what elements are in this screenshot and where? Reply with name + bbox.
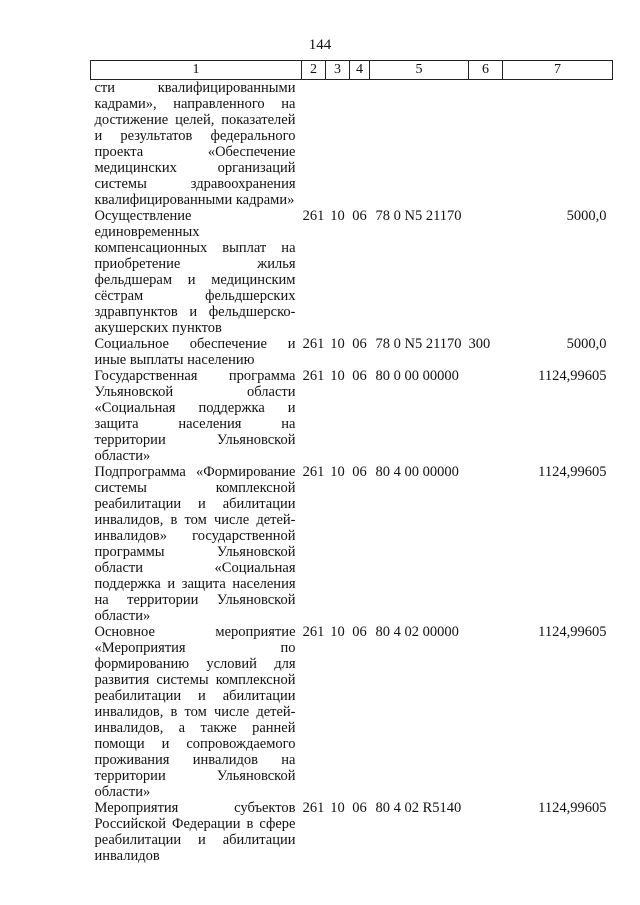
row-col-4 (350, 80, 370, 209)
row-col-7: 1124,99605 (538, 368, 607, 384)
row-name: Мероприятия субъектов Российской Федерации в сфере реабилитации и абилитации инвалидов (94, 800, 296, 864)
budget-table (90, 60, 613, 866)
row-col-6 (469, 368, 503, 464)
row-col-5: 78 0 N5 21170 (375, 336, 462, 352)
row-col-2: 261 (302, 208, 325, 224)
row-col-7: 5000,0 (566, 336, 607, 352)
table-row (91, 464, 613, 624)
row-col-6 (469, 208, 503, 336)
header-col-3: 3 (326, 61, 350, 80)
row-col-2: 261 (302, 368, 325, 384)
row-col-7: 5000,0 (566, 208, 607, 224)
row-col-7: 1124,99605 (538, 464, 607, 480)
table-row (91, 368, 613, 464)
row-col-6 (469, 464, 503, 624)
row-col-6 (469, 800, 503, 866)
row-name: Социальное обеспечение и иные выплаты населению (94, 336, 296, 368)
row-col-2: 261 (302, 800, 325, 816)
row-col-4: 06 (352, 464, 367, 480)
row-col-2: 261 (302, 336, 325, 352)
row-col-2 (302, 80, 326, 209)
row-col-5: 80 4 00 00000 (375, 464, 459, 480)
row-col-4: 06 (352, 208, 367, 224)
row-name: сти квалифицированными кадрами», направленного на достижение целей, показателей и результатов федерального проекта «Обеспечение медицинских организаций системы здравоохранения квалифицированными кадрами» (94, 80, 296, 208)
row-col-4: 06 (352, 368, 367, 384)
header-col-4: 4 (350, 61, 370, 80)
table-row (91, 80, 613, 209)
row-col-3: 10 (330, 800, 345, 816)
page-number: 144 (308, 37, 332, 53)
row-col-4: 06 (352, 336, 367, 352)
row-name: Осуществление единовременных компенсационных выплат на приобретение жилья фельдшерам и медицинским сёстрам фельдшерских здравпунктов и фельдшерско-акушерских пунктов (94, 208, 296, 336)
row-col-5 (370, 80, 469, 209)
row-col-3: 10 (330, 624, 345, 640)
header-col-5: 5 (370, 61, 469, 80)
row-col-3 (326, 80, 350, 209)
table-row (91, 800, 613, 866)
row-col-6 (469, 80, 503, 209)
row-col-7 (503, 80, 613, 209)
table-row (91, 624, 613, 800)
row-col-3: 10 (330, 464, 345, 480)
header-col-1: 1 (91, 61, 302, 80)
header-col-2: 2 (302, 61, 326, 80)
header-col-6: 6 (469, 61, 503, 80)
row-col-7: 1124,99605 (538, 800, 607, 816)
row-col-3: 10 (330, 208, 345, 224)
row-col-2: 261 (302, 464, 325, 480)
table-row (91, 336, 613, 368)
row-col-3: 10 (330, 336, 345, 352)
row-col-6 (469, 624, 503, 800)
row-col-5: 80 4 02 R5140 (375, 800, 462, 816)
row-col-7: 1124,99605 (538, 624, 607, 640)
row-col-5: 78 0 N5 21170 (375, 208, 462, 224)
row-col-5: 80 0 00 00000 (375, 368, 459, 384)
row-col-2: 261 (302, 624, 325, 640)
row-col-4: 06 (352, 800, 367, 816)
row-col-6: 300 (468, 336, 491, 352)
row-name: Основное мероприятие «Мероприятия по формированию условий для развития системы комплексной реабилитации и абилитации инвалидов, в том числе детей-инвалидов, а также ранней помощи и сопровождаемого проживания инвалидов на территории Ульяновской области» (94, 624, 296, 800)
row-name: Государственная программа Ульяновской области «Социальная поддержка и защита населения на территории Ульяновской области» (94, 368, 296, 464)
row-col-3: 10 (330, 368, 345, 384)
row-col-5: 80 4 02 00000 (375, 624, 459, 640)
header-col-7: 7 (503, 61, 613, 80)
header-row (91, 61, 613, 80)
row-col-4: 06 (352, 624, 367, 640)
table-row (91, 208, 613, 336)
row-name: Подпрограмма «Формирование системы комплексной реабилитации и абилитации инвалидов, в том числе детей-инвалидов» государственной программы Ульяновской области «Социальная поддержка и защита населения на территории Ульяновской области» (94, 464, 296, 624)
